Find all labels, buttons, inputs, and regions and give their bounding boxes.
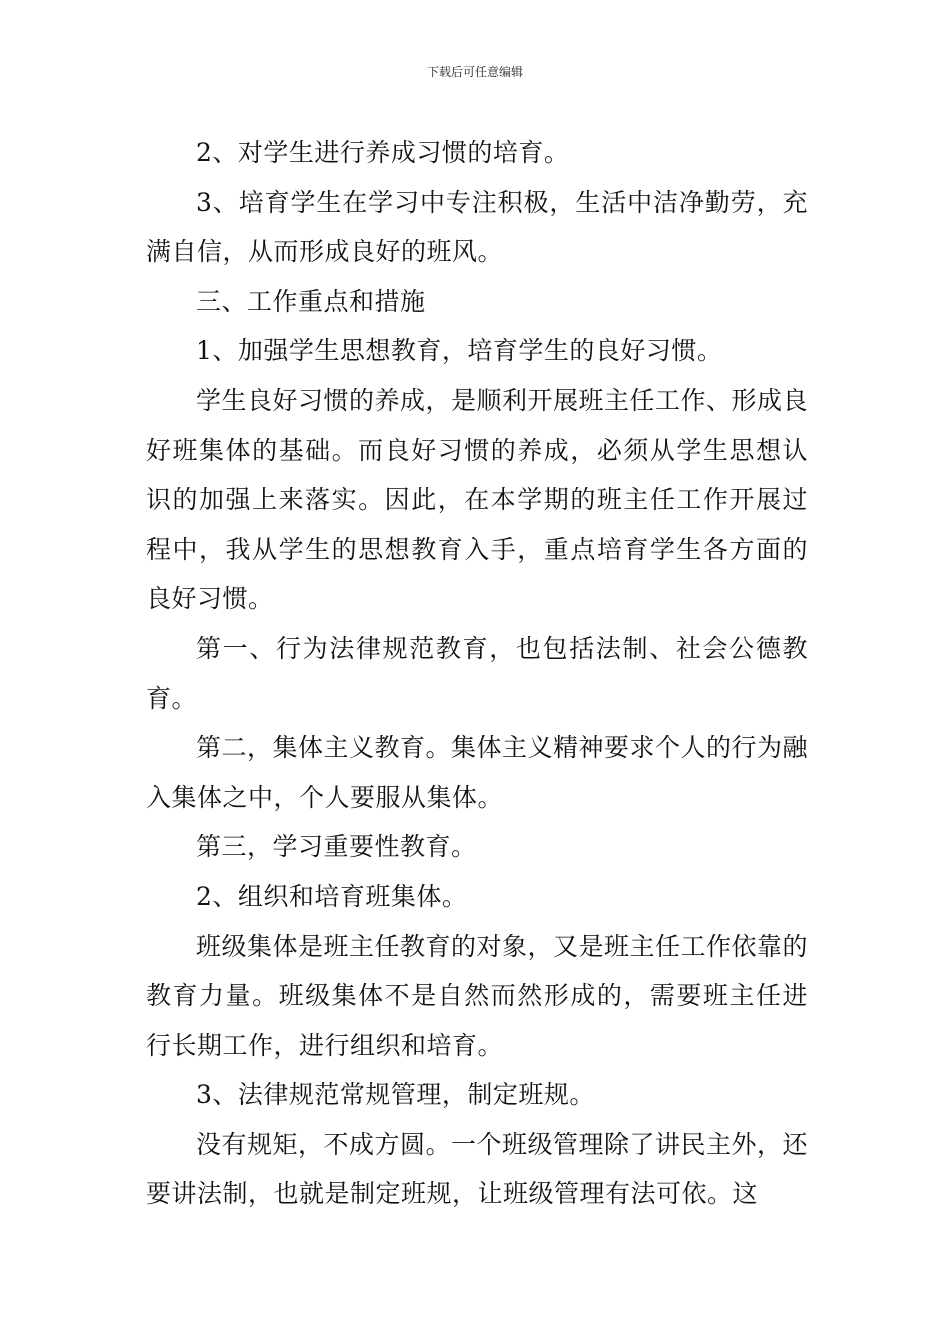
paragraph-11: 3、法律规范常规管理，制定班规。 — [196, 1080, 595, 1110]
paragraph-4: 1、加强学生思想教育，培育学生的良好习惯。 — [196, 336, 723, 366]
paragraph-10: 班级集体是班主任教育的对象，又是班主任工作依靠的教育力量。班级集体不是自然而然形成的，需要班主任进行长期工作，进行组织和培育。 — [146, 931, 809, 1060]
document-body — [146, 128, 808, 1219]
paragraph-12: 没有规矩，不成方圆。一个班级管理除了讲民主外，还要讲法制，也就是制定班规，让班级管理有法可依。这 — [146, 1129, 809, 1209]
paragraph-7: 第二，集体主义教育。集体主义精神要求个人的行为融入集体之中，个人要服从集体。 — [146, 733, 809, 812]
paragraph-5: 学生良好习惯的养成，是顺利开展班主任工作、形成良好班集体的基础。而良好习惯的养成，必须从学生思想认识的加强上来落实。因此，在本学期的班主任工作开展过程中，我从学生的思想教育入手，重点培育学生各方面的良好习惯。 — [146, 385, 809, 614]
paragraph-9: 2、组织和培育班集体。 — [196, 881, 468, 911]
paragraph-1: 2、对学生进行养成习惯的培育。 — [196, 138, 570, 167]
section-heading: 三、工作重点和措施 — [196, 286, 426, 316]
paragraph-8: 第三，学习重要性教育。 — [196, 832, 477, 862]
paragraph-6: 第一、行为法律规范教育，也包括法制、社会公德教育。 — [146, 633, 808, 713]
page-header: 下载后可任意编辑 — [426, 65, 523, 79]
paragraph-2: 3、培育学生在学习中专注积极，生活中洁净勤劳，充满自信，从而形成良好的班风。 — [146, 187, 808, 267]
